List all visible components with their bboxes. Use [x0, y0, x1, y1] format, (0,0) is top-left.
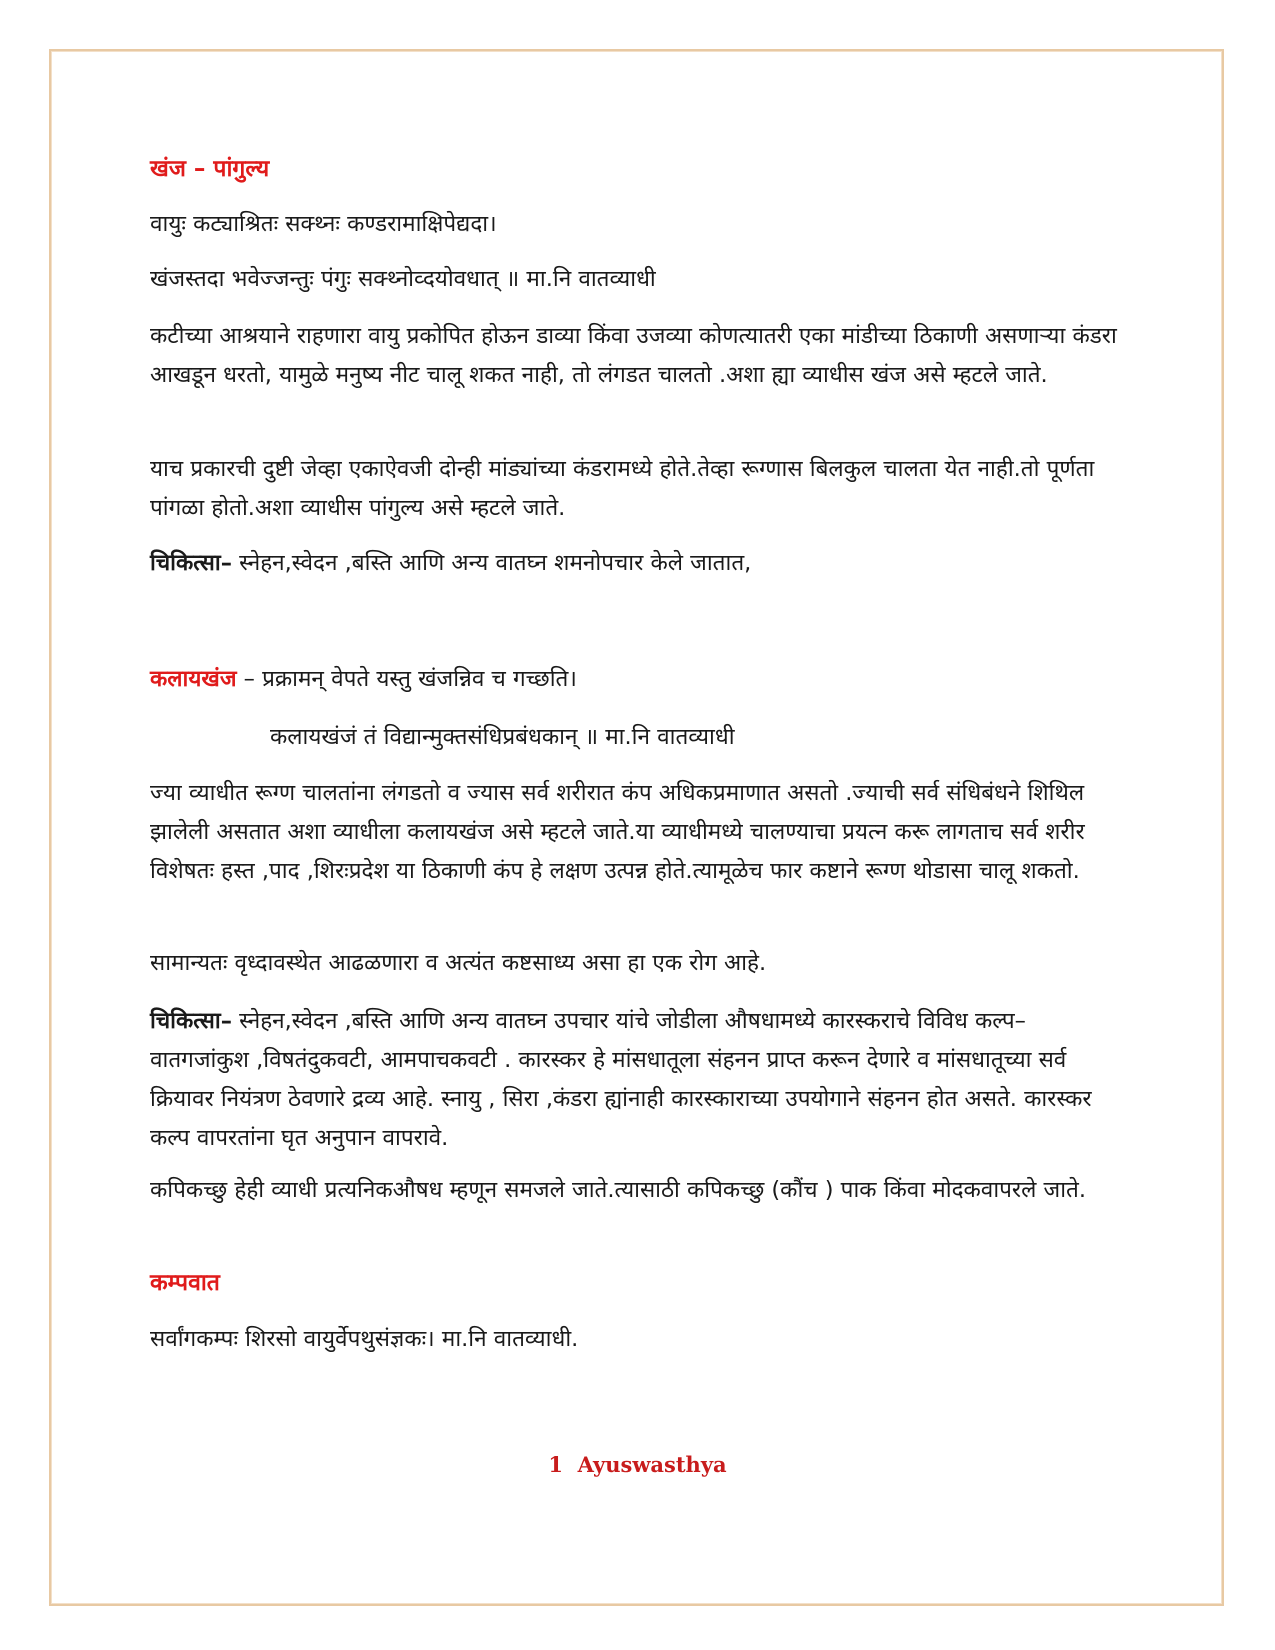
treatment-text: स्नेहन,स्वेदन ,बस्ति आणि अन्य वातघ्न शमनोपचार केले जातात, — [231, 550, 752, 576]
paragraph — [150, 450, 1120, 528]
treatment-label: चिकित्सा– — [150, 1008, 232, 1034]
paragraph — [150, 774, 1120, 891]
paragraph-text: ज्या व्याधीत रूग्ण चालतांना लंगडतो व ज्यास सर्व शरीरात कंप अधिकप्रमाणात असतो .ज्याची सर्व संधिबंधने शिथिल झालेली असतात अशा व्याधीला कलायखंज असे म्हटले जाते.या व्याधीमध्ये चालण्याचा प्रयत्न करू लागताच सर्व शरीर विशेषतः हस्त ,पाद ,शिरःप्रदेश या ठिकाणी कंप हे लक्षण उत्पन्न होते.त्यामूळेच फार कष्टाने रूग्ण थोडासा चालू शकतो. — [150, 780, 1085, 884]
treatment-line — [150, 1002, 1120, 1158]
section-khanj — [150, 150, 1120, 189]
paragraph-text: सामान्यतः वृध्दावस्थेत आढळणारा व अत्यंत कष्टसाध्य असा हा एक रोग आहे. — [150, 950, 767, 976]
treatment-label: चिकित्सा– — [150, 550, 232, 576]
verse — [150, 260, 1120, 299]
section-heading: कलायखंज — [150, 666, 237, 692]
verse — [150, 1320, 1120, 1359]
paragraph — [150, 317, 1120, 395]
section-heading: खंज – पांगुल्य — [150, 156, 270, 182]
verse-line: कलायखंजं तं विद्यान्मुक्तसंधिप्रबंधकान् ॥ मा.नि वातव्याधी — [270, 724, 735, 750]
paragraph — [150, 944, 1120, 983]
footer-title: Ayuswasthya — [577, 1452, 727, 1477]
paragraph-text: कपिकच्छु हेही व्याधी प्रत्यनिकऔषध म्हणून समजले जाते.त्यासाठी कपिकच्छु (कौंच ) पाक किंवा मोदकवापरले जाते. — [150, 1177, 1087, 1203]
verse — [150, 718, 1120, 757]
verse-line: सर्वांगकम्पः शिरसो वायुर्वेपथुसंज्ञकः। मा.नि वातव्याधी. — [150, 1326, 579, 1352]
treatment — [150, 544, 1120, 583]
paragraph-text: कटीच्या आश्रयाने राहणारा वायु प्रकोपित होऊन डाव्या किंवा उजव्या कोणत्यातरी एका मांडीच्या ठिकाणी असणाऱ्या कंडरा आखडून धरतो, यामुळे मनुष्य नीट चालू शकत नाही, तो लंगडत चालतो .अशा ह्या व्याधीस खंज असे म्हटले जाते. — [150, 323, 1117, 388]
treatment-line — [150, 544, 1120, 583]
page-number: 1 — [548, 1452, 563, 1477]
treatment — [150, 1002, 1120, 1158]
verse-line: खंजस्तदा भवेज्जन्तुः पंगुः सक्थ्नोव्दयोवधात् ॥ मा.नि वातव्याधी — [150, 266, 656, 292]
treatment-text: स्नेहन,स्वेदन ,बस्ति आणि अन्य वातघ्न उपचार यांचे जोडीला औषधामध्ये कारस्कराचे विविध कल्प– वातगजांकुश ,विषतंदुकवटी, आमपाचकवटी . कारस्कर हे मांसधातूला संहनन प्राप्त करून देणारे व मांसधातूच्या सर्व क्रियावर नियंत्रण ठेवणारे द्रव्य आहे. स्नायु , सिरा ,कंडरा ह्यांनाही कारस्काराच्या उपयोगाने संहनन होत असते. कारस्कर कल्प वापरतांना घृत अनुपान वापरावे. — [150, 1008, 1092, 1151]
paragraph — [150, 1171, 1120, 1210]
section-kampvat — [150, 1264, 1120, 1303]
verse-line — [150, 660, 1120, 699]
verse-text: – प्रक्रामन् वेपते यस्तु खंजन्निव च गच्छति। — [236, 666, 577, 692]
section-kalaykhanj — [150, 660, 1120, 699]
page-footer — [0, 1452, 1275, 1477]
paragraph-text: याच प्रकारची दुष्टी जेव्हा एकाऐवजी दोन्ही मांड्यांच्या कंडरामध्ये होते.तेव्हा रूग्णास बिलकुल चालता येत नाही.तो पूर्णता पांगळा होतो.अशा व्याधीस पांगुल्य असे म्हटले जाते. — [150, 456, 1095, 521]
verse-line: वायुः कट्याश्रितः सक्थ्नः कण्डरामाक्षिपेद्यदा। — [150, 211, 497, 237]
verse — [150, 205, 1120, 244]
section-heading: कम्पवात — [150, 1270, 220, 1296]
